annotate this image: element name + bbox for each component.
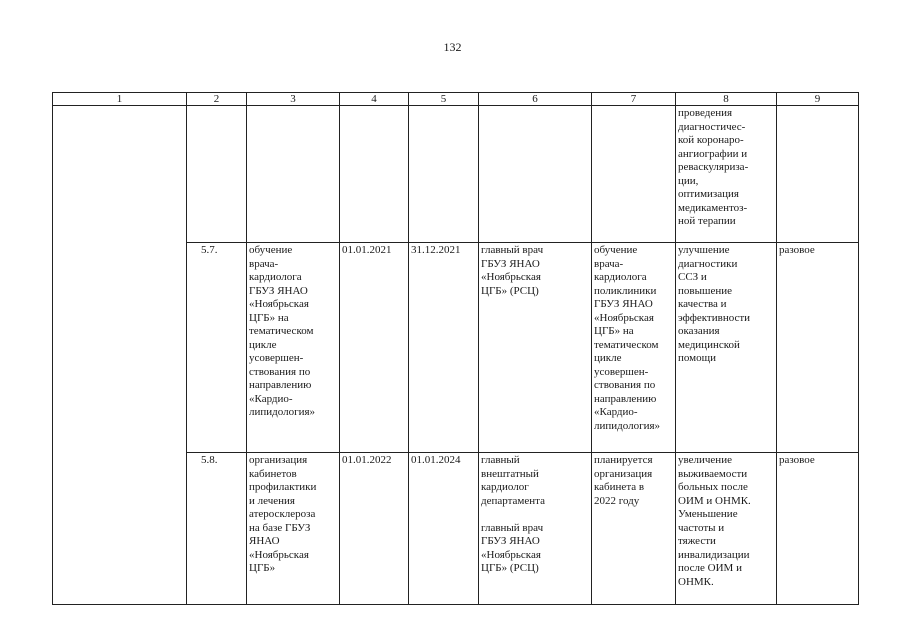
start-date-cell: 01.01.2021: [340, 243, 409, 453]
merged-cell: [53, 106, 187, 605]
activity-cell: [247, 106, 340, 243]
column-header: 1: [53, 93, 187, 106]
activity-cell: обучение врача- кардиолога ГБУЗ ЯНАО «Ноябрьская ЦГБ» на тематическом цикле усовершен- ствования по направлению «Кардио- липидология»: [247, 243, 340, 453]
responsible-cell: главный врач ГБУЗ ЯНАО «Ноябрьская ЦГБ» (РСЦ): [479, 243, 592, 453]
indicator-cell: проведения диагностичес- кой коронаро- ангиографии и реваскуляриза- ции, оптимизация медикаментоз- ной терапии: [676, 106, 777, 243]
row-number-cell: 5.7.: [187, 243, 247, 453]
result-cell: обучение врача- кардиолога поликлиники ГБУЗ ЯНАО «Ноябрьская ЦГБ» на тематическом цикле усовершен- ствования по направлению «Кардио- липидология»: [592, 243, 676, 453]
column-header: 3: [247, 93, 340, 106]
responsible-cell: [479, 106, 592, 243]
result-cell: планируется организация кабинета в 2022 году: [592, 453, 676, 605]
end-date-cell: [409, 106, 479, 243]
result-cell: [592, 106, 676, 243]
row-number-cell: [187, 106, 247, 243]
indicator-cell: увеличение выживаемости больных после ОИМ и ОНМК. Уменьшение частоты и тяжести инвалидизации после ОИМ и ОНМК.: [676, 453, 777, 605]
plan-table: [52, 92, 859, 605]
column-header: 2: [187, 93, 247, 106]
responsible-cell: главный внештатный кардиолог департамента главный врач ГБУЗ ЯНАО «Ноябрьская ЦГБ» (РСЦ): [479, 453, 592, 605]
type-cell: разовое: [777, 243, 859, 453]
column-header: 7: [592, 93, 676, 106]
column-header: 9: [777, 93, 859, 106]
end-date-cell: 01.01.2024: [409, 453, 479, 605]
start-date-cell: 01.01.2022: [340, 453, 409, 605]
indicator-cell: улучшение диагностики ССЗ и повышение качества и эффективности оказания медицинской помощи: [676, 243, 777, 453]
page-number: 132: [443, 40, 462, 54]
type-cell: [777, 106, 859, 243]
end-date-cell: 31.12.2021: [409, 243, 479, 453]
start-date-cell: [340, 106, 409, 243]
type-cell: разовое: [777, 453, 859, 605]
activity-cell: организация кабинетов профилактики и лечения атеросклероза на базе ГБУЗ ЯНАО «Ноябрьская ЦГБ»: [247, 453, 340, 605]
column-number-row: [53, 93, 859, 106]
column-header: 5: [409, 93, 479, 106]
column-header: 6: [479, 93, 592, 106]
table-row: [53, 106, 859, 243]
column-header: 8: [676, 93, 777, 106]
column-header: 4: [340, 93, 409, 106]
row-number-cell: 5.8.: [187, 453, 247, 605]
